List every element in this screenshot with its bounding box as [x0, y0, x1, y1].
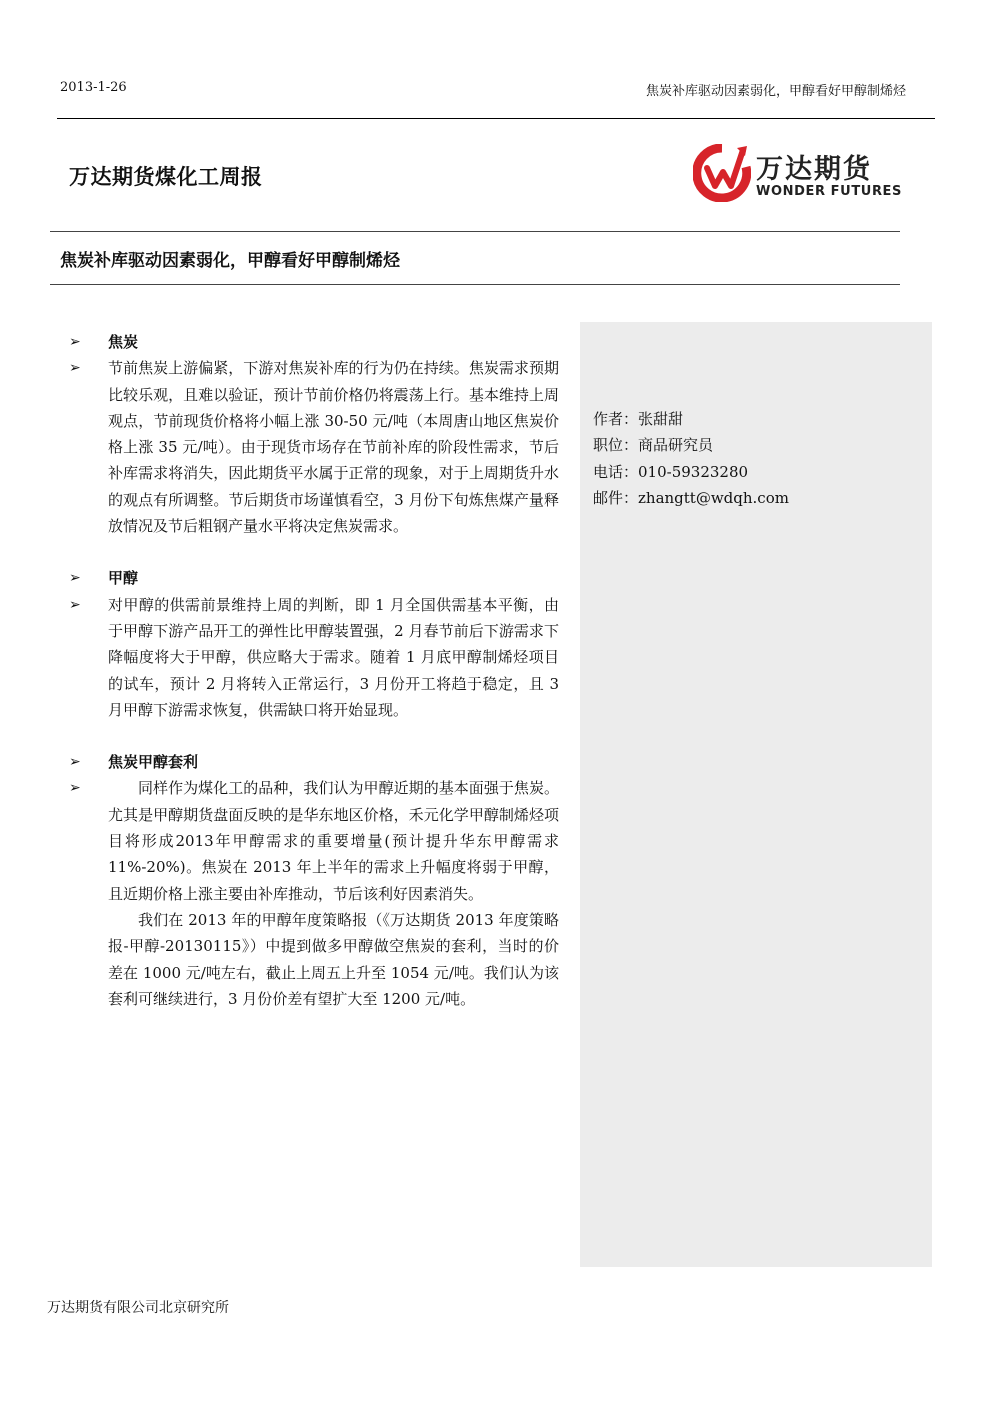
header-date: 2013-1-26 [60, 80, 127, 95]
section-heading-coke: ➢ 焦炭 [69, 329, 559, 355]
author-sidebar [580, 322, 932, 1267]
author-name: 作者：张甜甜 [593, 410, 684, 428]
subtitle-rule-top [50, 231, 900, 232]
author-position: 职位：商品研究员 [593, 436, 714, 455]
logo-cn-name: 万达期货 [756, 154, 872, 185]
section-paragraph-arbitrage: ➢ 同样作为煤化工的品种，我们认为甲醇近期的基本面强于焦炭。尤其是甲醇期货盘面反映的是华东地区价格，禾元化学甲醇制烯烃项目将形成2013年甲醇需求的重要增量(预计提升华东甲醇需求 11%-20%)。焦炭在 2013 年上半年的需求上升幅度将弱于甲醇，且近期价格上涨主要由补库推动，节后该利好因素消失。 我们在 2013 年的甲醇年度策略报（《万达期货 2013 年度策略报-甲醇-20130115》）中提到做多甲醇做空焦炭的套利，当时的价差在 1000 元/吨左右，截止上周五上升至 1054 元/吨。我们认为该套利可继续进行，3 月份价差有望扩大至 1200 元/吨。 [69, 775, 559, 1012]
report-subtitle: 焦炭补库驱动因素弱化，甲醇看好甲醇制烯烃 [60, 251, 400, 271]
bullet-arrow-icon: ➢ [69, 334, 81, 350]
section-heading-methanol: ➢ 甲醇 [69, 565, 559, 591]
header-rule [57, 118, 935, 119]
header-running-title: 焦炭补库驱动因素弱化，甲醇看好甲醇制烯烃 [645, 84, 906, 99]
author-email: 邮件：zhangtt@wdqh.com [593, 488, 789, 507]
subtitle-rule-bottom [50, 284, 900, 285]
bullet-arrow-icon: ➢ [69, 596, 81, 613]
main-content [69, 329, 559, 1012]
footer-company: 万达期货有限公司北京研究所 [47, 1300, 229, 1316]
wonder-logo-icon [693, 144, 751, 202]
section-paragraph-coke: ➢ 节前焦炭上游偏紧，下游对焦炭补库的行为仍在持续。焦炭需求预期比较乐观，且难以验证，预计节前价格仍将震荡上行。基本维持上周观点，节前现货价格将小幅上涨 30-50 元/吨（本周唐山地区焦炭价格上涨 35 元/吨）。由于现货市场存在节前补库的阶段性需求，节后补库需求将消失，因此期货平水属于正常的现象，对于上周期货升水的观点有所调整。节后期货市场谨慎看空，3 月份下旬炼焦煤产量释放情况及节后粗钢产量水平将决定焦炭需求。 [69, 355, 559, 539]
bullet-arrow-icon: ➢ [69, 780, 81, 797]
bullet-arrow-icon: ➢ [69, 570, 81, 587]
report-title: 万达期货煤化工周报 [69, 165, 263, 189]
bullet-arrow-icon: ➢ [69, 754, 81, 771]
company-logo [693, 144, 903, 204]
section-heading-arbitrage: ➢ 焦炭甲醇套利 [69, 749, 559, 775]
logo-en-name: WONDER FUTURES [756, 184, 902, 199]
author-phone: 电话：010-59323280 [593, 462, 749, 481]
bullet-arrow-icon: ➢ [69, 360, 81, 377]
section-paragraph-arbitrage-2: 我们在 2013 年的甲醇年度策略报（《万达期货 2013 年度策略报-甲醇-20130115》）中提到做多甲醇做空焦炭的套利，当时的价差在 1000 元/吨左右，截止上周五上升至 1054 元/吨。我们认为该套利可继续进行，3 月份价差有望扩大至 1200 元/吨。 [108, 910, 559, 1008]
section-paragraph-methanol: ➢ 对甲醇的供需前景维持上周的判断，即 1 月全国供需基本平衡，由于甲醇下游产品开工的弹性比甲醇装置强，2 月春节前后下游需求下降幅度将大于甲醇，供应略大于需求。随着 1 月底甲醇制烯烃项目的试车，预计 2 月将转入正常运行，3 月份开工将趋于稳定，且 3 月甲醇下游需求恢复，供需缺口将开始显现。 [69, 592, 559, 723]
author-info [593, 406, 789, 511]
